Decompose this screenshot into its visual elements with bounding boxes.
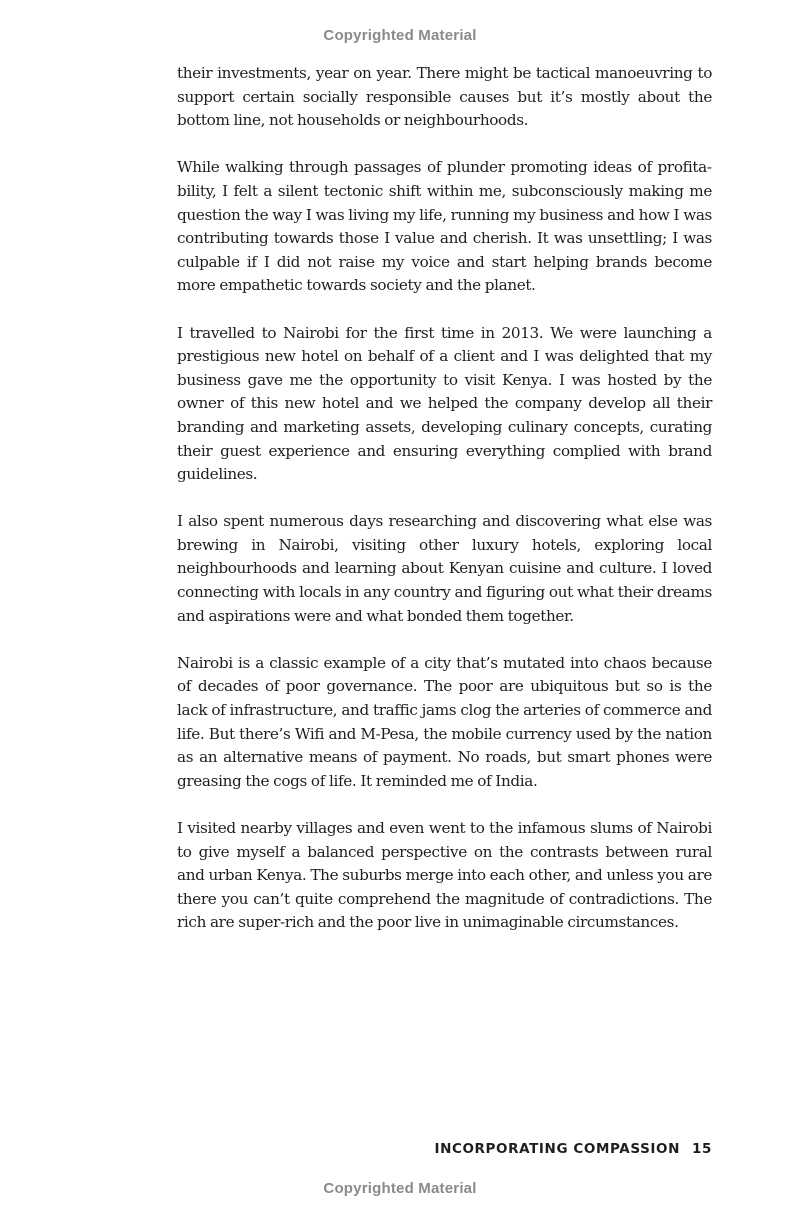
copyright-watermark-bottom: Copyrighted Material — [323, 1180, 477, 1197]
paragraph: their investments, year on year. There might be tactical manoeuvring to support certain socially responsible causes but it’s mostly about the bottom line, not households or neighbourhoods. — [177, 64, 712, 130]
running-footer — [434, 1141, 712, 1157]
paragraph: I also spent numerous days researching and discovering what else was brewing in Nairobi, visiting other luxury hotels, exploring local neighbourhoods and learning about Kenyan cuisine and culture. I loved connecting with locals in any country and figuring out what their dreams and aspirations were and what bonded them together. — [177, 512, 712, 625]
paragraph: While walking through passages of plunder promoting ideas of profitability, I felt a silent tectonic shift within me, subconsciously making me question the way I was living my life, running my business and how I was contributing towards those I value and cherish. It was unsettling; I was culpable if I did not raise my voice and start helping brands become more empathetic towards society and the planet. — [177, 158, 712, 295]
paragraph: I travelled to Nairobi for the first time in 2013. We were launching a prestigious new hotel on behalf of a client and I was delighted that my business gave me the opportunity to visit Kenya. I was hosted by the owner of this new hotel and we helped the company develop all their branding and marketing assets, developing culinary concepts, curating their guest experience and ensuring everything complied with brand guidelines. — [177, 323, 712, 484]
page-body — [177, 62, 712, 959]
paragraph: I visited nearby villages and even went to the infamous slums of Nairobi to give myself a balanced perspective on the contrasts between rural and urban Kenya. The suburbs merge into each other, and unless you are there you can’t quite comprehend the magnitude of contradictions. The rich are super-rich and the poor live in unimaginable circumstances. — [177, 819, 712, 932]
copyright-watermark-top: Copyrighted Material — [323, 27, 477, 44]
page-number: 15 — [692, 1141, 712, 1157]
chapter-title: INCORPORATING COMPASSION — [434, 1141, 680, 1157]
paragraph: Nairobi is a classic example of a city that’s mutated into chaos because of decades of poor governance. The poor are ubiquitous but so is the lack of infrastructure, and traffic jams clog the arteries of commerce and life. But there’s Wifi and M-Pesa, the mobile currency used by the nation as an alternative means of payment. No roads, but smart phones were greasing the cogs of life. It reminded me of India. — [177, 653, 712, 790]
